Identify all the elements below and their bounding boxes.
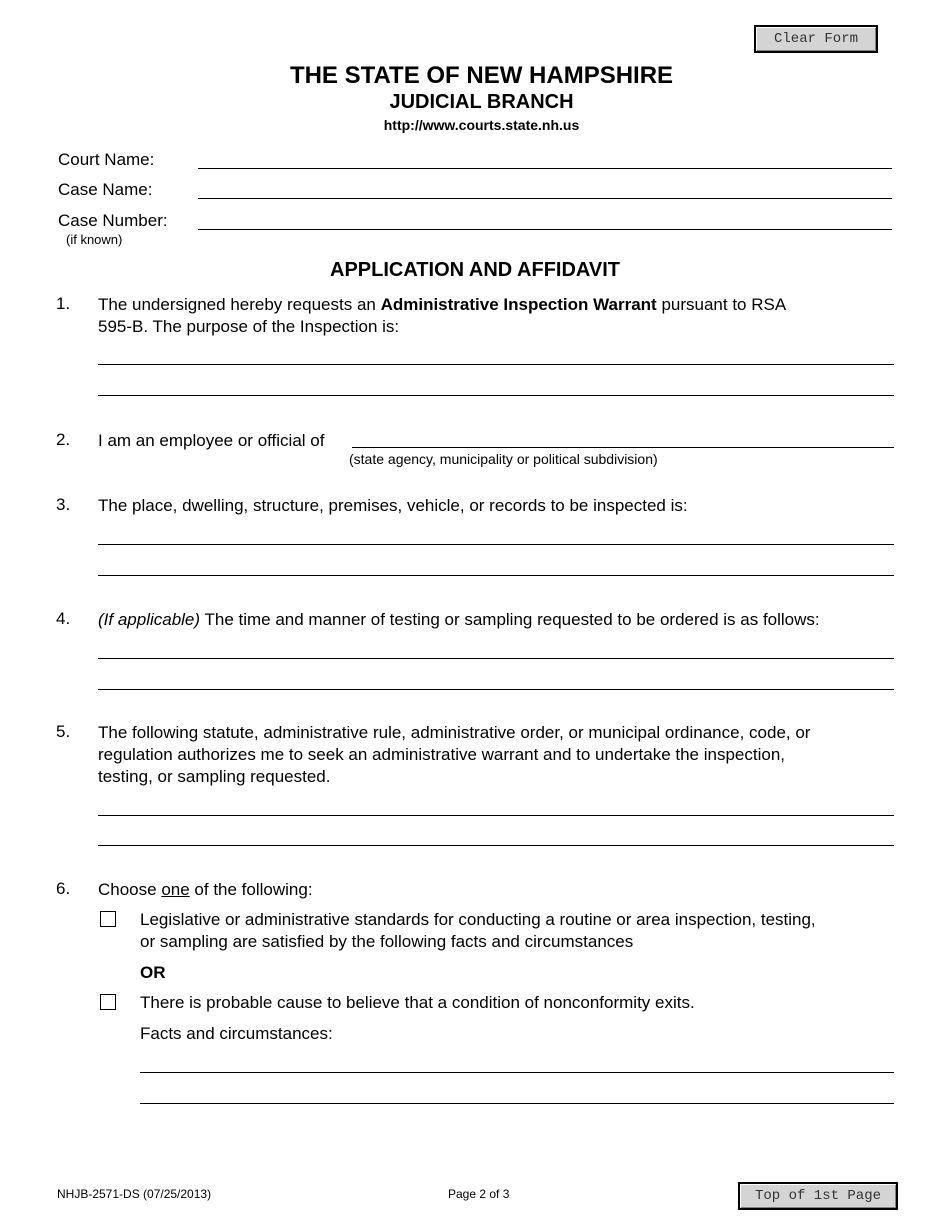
item-5-answer-line-2[interactable] — [98, 845, 894, 846]
form-id: NHJB-2571-DS (07/25/2013) — [57, 1187, 212, 1201]
item-1-post: pursuant to RSA — [656, 295, 787, 314]
item-1-pre: The undersigned hereby requests an — [98, 295, 381, 314]
item-3-answer-line-1[interactable] — [98, 544, 894, 545]
item-1-line2: 595-B. The purpose of the Inspection is: — [98, 317, 400, 336]
case-number-note: (if known) — [66, 232, 123, 247]
court-url: http://www.courts.state.nh.us — [383, 117, 580, 133]
case-number-label: Case Number: — [58, 211, 168, 230]
case-name-field[interactable] — [198, 198, 892, 199]
item-6-post: of the following: — [189, 880, 313, 899]
option-probable-cause-checkbox[interactable] — [100, 994, 116, 1010]
item-4-number: 4. — [56, 609, 71, 628]
item-5-line3: testing, or sampling requested. — [98, 767, 331, 786]
item-3-number: 3. — [56, 495, 71, 514]
item-1-text — [98, 294, 898, 338]
item-6-text — [98, 879, 313, 901]
item-1-answer-line-1[interactable] — [98, 364, 894, 365]
item-2-number: 2. — [56, 430, 71, 449]
option-standards-checkbox[interactable] — [100, 911, 116, 927]
clear-form-button[interactable] — [754, 25, 878, 53]
item-2-note: (state agency, municipality or political subdivision) — [349, 451, 658, 467]
item-6-pre: Choose — [98, 880, 162, 899]
case-number-field[interactable] — [198, 229, 892, 230]
option-standards-text — [140, 909, 910, 953]
item-6-number: 6. — [56, 879, 71, 898]
case-name-label: Case Name: — [58, 180, 153, 199]
facts-answer-line-1[interactable] — [140, 1072, 894, 1073]
item-3-answer-line-2[interactable] — [98, 575, 894, 576]
item-1-answer-line-2[interactable] — [98, 395, 894, 396]
option-standards-line2: or sampling are satisfied by the following facts and circumstances — [140, 932, 634, 951]
item-4-answer-line-2[interactable] — [98, 689, 894, 690]
item-5-answer-line-1[interactable] — [98, 815, 894, 816]
top-of-first-page-label: Top of 1st Page — [754, 1188, 882, 1204]
facts-answer-line-2[interactable] — [140, 1103, 894, 1104]
item-2-agency-field[interactable] — [352, 447, 894, 448]
item-6-underlined: one — [161, 880, 190, 899]
item-3-text: The place, dwelling, structure, premises, vehicle, or records to be inspected is: — [98, 496, 688, 515]
item-1-number: 1. — [56, 294, 71, 313]
court-name-field[interactable] — [198, 168, 892, 169]
item-4-body: The time and manner of testing or sampling requested to be ordered is as follows: — [200, 610, 820, 629]
or-separator: OR — [140, 963, 166, 982]
item-4-italic: (If applicable) — [98, 610, 201, 629]
court-name-label: Court Name: — [58, 150, 155, 169]
item-5-text — [98, 722, 908, 788]
form-title: APPLICATION AND AFFIDAVIT — [330, 259, 620, 281]
item-2-text: I am an employee or official of — [98, 431, 325, 450]
item-4-text — [98, 609, 820, 631]
option-probable-cause-text: There is probable cause to believe that a condition of nonconformity exits. — [140, 993, 695, 1012]
page-number: Page 2 of 3 — [448, 1187, 510, 1201]
item-1-bold: Administrative Inspection Warrant — [380, 295, 657, 314]
item-5-line2: regulation authorizes me to seek an administrative warrant and to undertake the inspection, — [98, 745, 786, 764]
item-4-answer-line-1[interactable] — [98, 658, 894, 659]
state-heading: THE STATE OF NEW HAMPSHIRE — [289, 62, 674, 89]
item-5-line1: The following statute, administrative rule, administrative order, or municipal ordinance, code, or — [98, 723, 811, 742]
option-standards-line1: Legislative or administrative standards for conducting a routine or area inspection, testing, — [140, 910, 816, 929]
facts-label: Facts and circumstances: — [140, 1024, 333, 1043]
branch-heading: JUDICIAL BRANCH — [389, 91, 574, 113]
item-5-number: 5. — [56, 722, 71, 741]
top-of-first-page-button[interactable] — [738, 1182, 898, 1210]
clear-form-label: Clear Form — [773, 31, 858, 47]
